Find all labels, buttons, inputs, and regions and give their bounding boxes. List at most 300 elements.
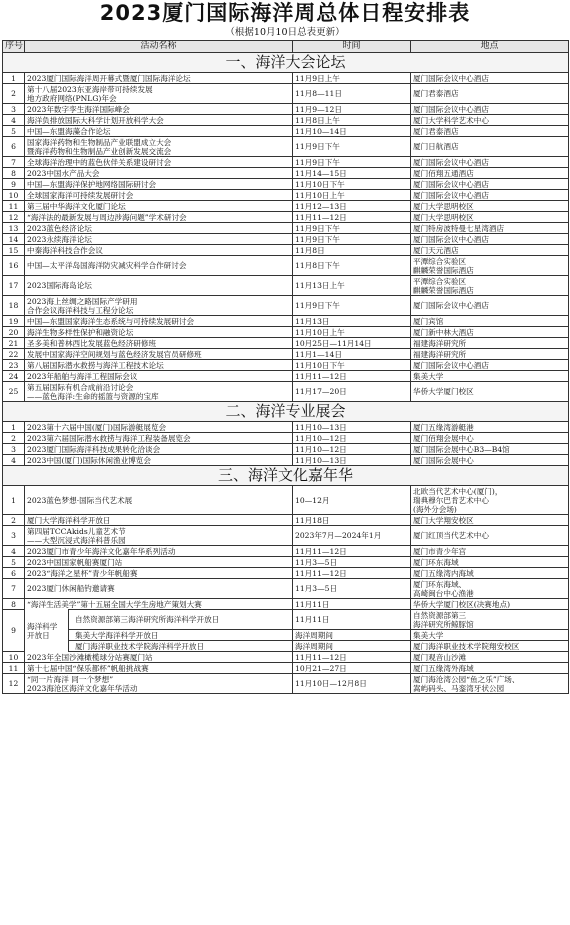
activity-place xyxy=(411,212,569,223)
activity-place xyxy=(411,579,569,599)
activity-name xyxy=(25,201,293,212)
activity-time xyxy=(293,610,411,630)
activity-name-line: 2023第十六届中国(厦门)国际游艇展览会 xyxy=(27,422,167,432)
activity-time xyxy=(293,546,411,557)
row-number: 21 xyxy=(3,338,25,349)
activity-name xyxy=(25,157,293,168)
activity-time xyxy=(293,157,411,168)
activity-place xyxy=(411,663,569,674)
activity-place xyxy=(411,73,569,84)
activity-time-line: 11月10—13日 xyxy=(295,422,347,432)
activity-place-line: 厦门国际会展中心B3—B4馆 xyxy=(413,444,510,454)
activity-time xyxy=(293,371,411,382)
activity-time xyxy=(293,104,411,115)
activity-time-line: 11月9日下午 xyxy=(295,223,340,233)
activity-place xyxy=(411,515,569,526)
activity-time xyxy=(293,212,411,223)
table-row xyxy=(3,223,569,234)
schedule-page xyxy=(2,0,568,694)
activity-name-line: 2023蓝色经济论坛 xyxy=(27,223,92,233)
activity-name xyxy=(25,546,293,557)
activity-place-line: 瑞典穆尔巴肯艺术中心 xyxy=(413,495,489,505)
activity-time-line: 11月10—12日 xyxy=(295,444,347,454)
row-number: 24 xyxy=(3,371,25,382)
activity-time-line: 11月8日上午 xyxy=(295,115,340,125)
activity-time-line: 11月10—13日 xyxy=(295,455,347,465)
activity-place xyxy=(411,546,569,557)
activity-time-line: 11月8日 xyxy=(295,245,325,255)
activity-time xyxy=(293,137,411,157)
table-row xyxy=(3,546,569,557)
activity-name-line: 第八届国际潜水救捞与海洋工程技术论坛 xyxy=(27,360,164,370)
activity-time-line: 11月10日下午 xyxy=(295,360,345,370)
activity-place-line: 厦门国际会议中心酒店 xyxy=(413,179,489,189)
activity-name xyxy=(25,455,293,466)
activity-name xyxy=(25,245,293,256)
activity-place-line: 厦门宾馆 xyxy=(413,316,444,326)
activity-name-line: 中国—东盟国家海洋生态系统与可持续发展研讨会 xyxy=(27,316,195,326)
table-row xyxy=(3,137,569,157)
activity-name-line: 厦门大学海洋科学开放日 xyxy=(27,515,111,525)
activity-time-line: 11月11—12日 xyxy=(295,568,347,578)
row-number: 7 xyxy=(3,579,25,599)
activity-place xyxy=(411,382,569,402)
table-row xyxy=(3,526,569,546)
activity-place xyxy=(411,526,569,546)
activity-place-line: 厦门国际会议中心酒店 xyxy=(413,157,489,167)
activity-time xyxy=(293,455,411,466)
table-row xyxy=(3,212,569,223)
section-heading-row xyxy=(3,466,569,486)
activity-name-line: 2023国际海岛论坛 xyxy=(27,281,92,290)
activity-place-line: 福建海洋研究所 xyxy=(413,338,467,348)
activity-time-line: 11月11—12日 xyxy=(295,371,347,381)
activity-time-line: 11月14—15日 xyxy=(295,168,347,178)
activity-name-line: 2023厦门国际海洋周开幕式暨厦门国际海洋论坛 xyxy=(27,73,191,83)
activity-name xyxy=(25,526,293,546)
activity-time-line: 11月18日 xyxy=(295,515,330,525)
table-row xyxy=(3,201,569,212)
table-row xyxy=(3,663,569,674)
activity-time xyxy=(293,73,411,84)
activity-time xyxy=(293,115,411,126)
activity-name xyxy=(25,674,293,694)
activity-time-line: 11月13日上午 xyxy=(295,281,345,290)
section-heading: 三、海洋文化嘉年华 xyxy=(3,466,569,486)
row-number: 16 xyxy=(3,256,25,276)
activity-place xyxy=(411,126,569,137)
activity-time xyxy=(293,526,411,546)
activity-name xyxy=(25,338,293,349)
row-number: 5 xyxy=(3,557,25,568)
activity-time-line: 11月10—14日 xyxy=(295,126,347,136)
table-row xyxy=(3,610,569,630)
activity-place-line: 厦门国际会议中心酒店 xyxy=(413,73,489,83)
group-label-line: 开放日 xyxy=(27,630,50,640)
row-number: 14 xyxy=(3,234,25,245)
activity-time xyxy=(293,223,411,234)
activity-place xyxy=(411,568,569,579)
activity-name xyxy=(25,296,293,316)
row-number: 18 xyxy=(3,296,25,316)
activity-place xyxy=(411,296,569,316)
activity-time xyxy=(293,296,411,316)
activity-name-line: “海洋生活美学”第十五届全国大学生房地产策划大赛 xyxy=(27,599,202,609)
page-title: 2023厦门国际海洋周总体日程安排表 xyxy=(99,1,471,25)
activity-name xyxy=(25,515,293,526)
activity-place-line: 厦门佰翔会展中心 xyxy=(413,433,474,443)
table-row xyxy=(3,455,569,466)
activity-name-line: 2023“海洋之星杯”青少年帆船赛 xyxy=(27,568,138,578)
row-number: 3 xyxy=(3,104,25,115)
activity-time-line: 11月12—13日 xyxy=(295,201,347,211)
activity-name-line: 2023第六届国际潜水救捞与海洋工程装备展览会 xyxy=(27,433,191,443)
schedule-table xyxy=(2,40,569,694)
table-row xyxy=(3,652,569,663)
activity-place xyxy=(411,641,569,652)
activity-name-line: 发展中国家海洋空间规划与蓝色经济发展官员研修班 xyxy=(27,349,202,359)
row-number: 9 xyxy=(3,610,25,652)
row-number: 3 xyxy=(3,526,25,546)
activity-place-line: 厦门观音山沙滩 xyxy=(413,652,467,662)
activity-name xyxy=(25,652,293,663)
table-row xyxy=(3,371,569,382)
activity-place-line: 厦门特房波特曼七星湾酒店 xyxy=(413,223,505,233)
activity-name-line: ——蓝色海洋:生命的摇篮与资源的宝库 xyxy=(27,391,159,401)
row-number: 23 xyxy=(3,360,25,371)
table-row xyxy=(3,515,569,526)
row-number: 3 xyxy=(3,444,25,455)
activity-time xyxy=(293,316,411,327)
activity-time xyxy=(293,126,411,137)
row-number: 1 xyxy=(3,73,25,84)
activity-place-line: 厦门国际会议中心酒店 xyxy=(413,301,489,310)
activity-name-line: 第十八届2023东亚海岸带可持续发展 xyxy=(27,84,153,94)
activity-place-line: 福建海洋研究所 xyxy=(413,349,467,359)
row-number: 2 xyxy=(3,433,25,444)
activity-time-line: 10—12月 xyxy=(295,495,330,505)
activity-place-line: 麒麟荣誉国际酒店 xyxy=(413,285,474,295)
activity-time-line: 11月3—5日 xyxy=(295,584,338,593)
activity-place xyxy=(411,371,569,382)
activity-place xyxy=(411,486,569,515)
activity-name xyxy=(25,276,293,296)
activity-place xyxy=(411,610,569,630)
activity-name-line: 海洋生物多样性保护和融资论坛 xyxy=(27,327,134,337)
activity-time xyxy=(293,349,411,360)
table-row xyxy=(3,557,569,568)
row-number: 8 xyxy=(3,168,25,179)
activity-place-line: 厦门天元酒店 xyxy=(413,245,459,255)
table-row xyxy=(3,245,569,256)
activity-name xyxy=(25,137,293,157)
activity-time xyxy=(293,382,411,402)
activity-place-line: 厦门市青少年宫 xyxy=(413,546,467,556)
row-number: 15 xyxy=(3,245,25,256)
table-row xyxy=(3,327,569,338)
activity-name-line: 2023中国水产品大会 xyxy=(27,168,100,178)
row-number: 20 xyxy=(3,327,25,338)
activity-place-line: 厦门环东海域、 xyxy=(413,579,467,589)
table-row xyxy=(3,338,569,349)
activity-name-line: 合作会议海洋科技与工程分论坛 xyxy=(27,305,134,315)
header-place: 地点 xyxy=(411,41,569,53)
activity-name xyxy=(25,382,293,402)
activity-time xyxy=(293,327,411,338)
activity-name xyxy=(25,190,293,201)
activity-time xyxy=(293,234,411,245)
activity-place xyxy=(411,137,569,157)
activity-time-line: 11月9日下午 xyxy=(295,142,340,151)
section-heading-row xyxy=(3,402,569,422)
row-number: 11 xyxy=(3,663,25,674)
row-number: 8 xyxy=(3,599,25,610)
row-number: 17 xyxy=(3,276,25,296)
activity-place-line: 集美大学 xyxy=(413,630,444,640)
activity-time xyxy=(293,486,411,515)
activity-name-line: 2023厦门国际海洋科技成果转化洽谈会 xyxy=(27,444,161,454)
activity-place-line: 厦门大学科学艺术中心 xyxy=(413,115,489,125)
table-row xyxy=(3,579,569,599)
activity-place xyxy=(411,157,569,168)
section-heading: 二、海洋专业展会 xyxy=(3,402,569,422)
activity-name xyxy=(25,444,293,455)
row-number: 4 xyxy=(3,455,25,466)
activity-time xyxy=(293,179,411,190)
activity-time-line: 2023年7月—2024年1月 xyxy=(295,531,382,540)
activity-name-line: 中国—东盟海藻合作论坛 xyxy=(27,126,111,136)
activity-time-line: 11月10—12日 xyxy=(295,433,347,443)
table-row xyxy=(3,296,569,316)
activity-place xyxy=(411,168,569,179)
activity-place-line: 厦门君泰酒店 xyxy=(413,126,459,136)
row-number: 1 xyxy=(3,422,25,433)
section-heading: 一、海洋大会论坛 xyxy=(3,53,569,73)
activity-name-line: 中秦海洋科技合作会议 xyxy=(27,245,103,255)
activity-place-line: 厦门佰翔五通酒店 xyxy=(413,168,474,178)
activity-name-line: 中国—太平洋岛国海洋防灾减灾科学合作研讨会 xyxy=(27,261,187,270)
activity-time xyxy=(293,422,411,433)
activity-place-line: 厦门国际会展中心 xyxy=(413,455,474,465)
activity-name xyxy=(25,371,293,382)
group-label-line: 海洋科学 xyxy=(27,621,58,631)
table-row xyxy=(3,73,569,84)
activity-place-line: 厦门大学思明校区 xyxy=(413,201,474,211)
activity-name xyxy=(25,168,293,179)
activity-time-line: 11月1—14日 xyxy=(295,349,342,359)
activity-place xyxy=(411,256,569,276)
activity-name-line: 自然资源部第三海洋研究所海洋科学开放日 xyxy=(75,615,220,624)
activity-name-line: 2023年数字孪生海洋国际峰会 xyxy=(27,104,130,114)
activity-place-line: 厦门海沧湾公园“鱼之乐”广场、 xyxy=(413,674,520,684)
activity-name-line: 2023厦门休闲船钓邀请赛 xyxy=(27,584,115,593)
activity-place xyxy=(411,444,569,455)
activity-name-line: 国家海洋药物和生物制品产业联盟成立大会 xyxy=(27,137,172,147)
activity-time xyxy=(293,568,411,579)
activity-time-line: 11月11—12日 xyxy=(295,212,347,222)
activity-name-line: 2023海沧区海洋文化嘉年华活动 xyxy=(27,683,138,693)
activity-name xyxy=(25,126,293,137)
row-number: 10 xyxy=(3,190,25,201)
activity-place xyxy=(411,652,569,663)
activity-place-line: 麒麟荣誉国际酒店 xyxy=(413,265,474,275)
table-row xyxy=(3,316,569,327)
activity-place xyxy=(411,433,569,444)
activity-time-line: 10月25日—11月14日 xyxy=(295,338,372,348)
activity-place xyxy=(411,360,569,371)
activity-name-line: 圣多美和普林西比发展蓝色经济研修班 xyxy=(27,338,157,348)
row-number: 12 xyxy=(3,212,25,223)
activity-name xyxy=(25,84,293,104)
activity-place-line: 厦门国际会议中心酒店 xyxy=(413,104,489,114)
activity-place xyxy=(411,630,569,641)
activity-place-line: 华侨大学厦门校区 xyxy=(413,387,474,396)
activity-name-line: 第五届国际有机合成前沿讨论会 xyxy=(27,382,134,392)
activity-time-line: 11月10日—12月8日 xyxy=(295,679,367,688)
table-row xyxy=(3,433,569,444)
row-number: 9 xyxy=(3,179,25,190)
row-number: 10 xyxy=(3,652,25,663)
activity-name xyxy=(25,327,293,338)
row-number: 2 xyxy=(3,84,25,104)
activity-time-line: 11月9—12日 xyxy=(295,104,342,114)
activity-place-line: 集美大学 xyxy=(413,371,444,381)
activity-name-line: 第四届TCCAkids儿童艺术节 xyxy=(27,526,126,536)
activity-time-line: 11月11日 xyxy=(295,599,330,609)
activity-name-line: 2023厦门市青少年海洋文化嘉年华系列活动 xyxy=(27,546,176,556)
activity-name xyxy=(25,256,293,276)
activity-time xyxy=(293,515,411,526)
activity-place-line: 厦门国际会议中心酒店 xyxy=(413,234,489,244)
activity-place xyxy=(411,674,569,694)
activity-name-line: 中国—东盟海洋保护地网络国际研讨会 xyxy=(27,179,157,189)
activity-time-line: 海洋周期间 xyxy=(295,641,333,651)
table-row xyxy=(3,84,569,104)
activity-name xyxy=(25,212,293,223)
activity-time xyxy=(293,433,411,444)
activity-place-line: 自然资源部第三 xyxy=(413,610,467,620)
activity-time xyxy=(293,579,411,599)
activity-time xyxy=(293,599,411,610)
activity-place-line: 平潭综合实验区 xyxy=(413,276,467,286)
activity-time xyxy=(293,663,411,674)
activity-name xyxy=(25,568,293,579)
activity-place xyxy=(411,115,569,126)
activity-time xyxy=(293,190,411,201)
table-row xyxy=(3,486,569,515)
row-number: 12 xyxy=(3,674,25,694)
activity-time-line: 11月10日下午 xyxy=(295,179,345,189)
activity-place-line: 北欧当代艺术中心(厦门)， xyxy=(413,486,503,496)
activity-time-line: 11月9日下午 xyxy=(295,234,340,244)
table-row xyxy=(3,256,569,276)
row-number: 4 xyxy=(3,546,25,557)
activity-name-line: 2023中国(厦门)国际休闲渔业博览会 xyxy=(27,455,151,465)
activity-name xyxy=(25,433,293,444)
activity-place xyxy=(411,245,569,256)
activity-name-line: 集美大学海洋科学开放日 xyxy=(75,630,159,640)
activity-place-line: 厦门五缘湾外海域 xyxy=(413,663,474,673)
activity-place xyxy=(411,422,569,433)
activity-place-line: 厦门日航酒店 xyxy=(413,142,459,151)
table-row xyxy=(3,360,569,371)
activity-place-line: 厦门大学思明校区 xyxy=(413,212,474,222)
activity-time-line: 11月11—12日 xyxy=(295,652,347,662)
activity-name xyxy=(25,486,293,515)
activity-place xyxy=(411,455,569,466)
row-number: 2 xyxy=(3,515,25,526)
activity-time-line: 11月17—20日 xyxy=(295,387,347,396)
activity-place-line: 厦门国际会议中心酒店 xyxy=(413,190,489,200)
row-number: 11 xyxy=(3,201,25,212)
row-number: 22 xyxy=(3,349,25,360)
activity-place-line: 厦门五缘湾内海域 xyxy=(413,568,474,578)
activity-place-line: 厦门五缘湾游艇港 xyxy=(413,422,474,432)
activity-name-line: ——大型沉浸式海洋科普乐园 xyxy=(27,535,126,545)
activity-name xyxy=(25,599,293,610)
activity-place xyxy=(411,190,569,201)
activity-name-line: 2023年全国沙滩橄榄球分站赛厦门站 xyxy=(27,652,153,662)
table-row xyxy=(3,349,569,360)
activity-place-line: 厦门君泰酒店 xyxy=(413,89,459,98)
activity-name xyxy=(25,73,293,84)
activity-place xyxy=(411,104,569,115)
page-subtitle: （根据10月10日总表更新） xyxy=(225,27,345,38)
table-row xyxy=(3,115,569,126)
activity-name xyxy=(25,316,293,327)
activity-name xyxy=(25,234,293,245)
row-number: 6 xyxy=(3,568,25,579)
activity-time-line: 11月9日下午 xyxy=(295,157,340,167)
row-number: 4 xyxy=(3,115,25,126)
activity-time xyxy=(293,201,411,212)
activity-place-line: 厦门国际会议中心酒店 xyxy=(413,360,489,370)
activity-name xyxy=(25,360,293,371)
activity-name-line: 2023年船舶与海洋工程国际会议 xyxy=(27,371,138,381)
activity-name-line: 地方政府网络(PNLG)年会 xyxy=(27,93,117,103)
activity-place xyxy=(411,84,569,104)
activity-place-line: (海外分会场) xyxy=(413,504,457,514)
table-row xyxy=(3,568,569,579)
activity-name-line: 全球国家海洋可持续发展研讨会 xyxy=(27,190,134,200)
activity-time-line: 11月11日 xyxy=(295,615,330,624)
activity-place xyxy=(411,179,569,190)
table-row xyxy=(3,641,569,652)
activity-name-line: 厦门海洋职业技术学院海洋科学开放日 xyxy=(75,641,205,651)
group-label xyxy=(25,609,69,652)
activity-time xyxy=(293,557,411,568)
activity-place xyxy=(411,276,569,296)
activity-name xyxy=(25,422,293,433)
activity-place xyxy=(411,316,569,327)
activity-time-line: 11月10日上午 xyxy=(295,190,345,200)
table-row xyxy=(3,179,569,190)
table-row xyxy=(3,104,569,115)
activity-name xyxy=(25,115,293,126)
row-number: 25 xyxy=(3,382,25,402)
activity-name-line: 2023海上丝绸之路国际产学研用 xyxy=(27,296,138,306)
activity-time-line: 11月8—11日 xyxy=(295,89,342,98)
activity-time-line: 11月8日下午 xyxy=(295,261,340,270)
header-name: 活动名称 xyxy=(25,41,293,53)
table-row xyxy=(3,599,569,610)
activity-place-line: 厦门大学翔安校区 xyxy=(413,515,474,525)
activity-place-line: 厦门新中林大酒店 xyxy=(413,327,474,337)
activity-place xyxy=(411,327,569,338)
activity-place xyxy=(411,349,569,360)
activity-time xyxy=(293,338,411,349)
activity-name xyxy=(25,104,293,115)
